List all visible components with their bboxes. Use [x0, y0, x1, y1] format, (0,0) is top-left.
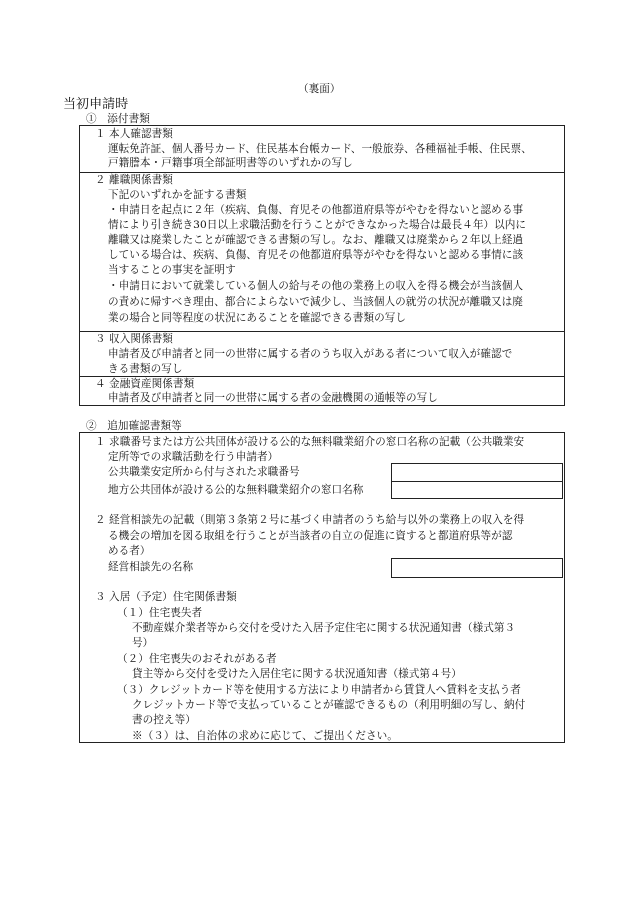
- s1-item2-line: 下記のいずれかを証する書類: [108, 189, 247, 201]
- s1-item2-line: 離職又は廃業したことが確認できる書類の写し。なお、離職又は廃業から２年以上経過: [108, 234, 524, 246]
- s2-item1-line: 定所等での求職活動を行う申請者）: [108, 451, 279, 463]
- s1-item4-label: ４ 金融資産関係書類: [95, 378, 195, 390]
- s2-item2-line: ２ 経営相談先の記載（則第３条第２号に基づく申請者のうち給与以外の業務上の収入を得: [95, 514, 525, 526]
- s1-item1-line: 運転免許証、個人番号カード、住民基本台帳カード、一般旅券、各種福祉手帳、住民票、: [108, 143, 532, 155]
- s1-item2-line: ・申請日を起点に２年（疾病、負傷、育児その他都道府県等がやむを得ないと認める事: [108, 204, 524, 216]
- business-consultation-label: 経営相談先の名称: [108, 561, 194, 573]
- employment-office-name-label: 地方公共団体が設ける公的な無料職業紹介の窓口名称: [108, 484, 364, 496]
- s1-item3-line: きる書類の写し: [108, 363, 183, 375]
- s2-item3-sub1-line: 不動産媒介業者等から交付を受けた入居予定住宅に関する状況通知書（様式第３: [132, 622, 516, 634]
- s2-item2-line: る機会の増加を図る取組を行うことが当該者の自立の促進に資すると都道府県等が認: [108, 530, 513, 542]
- section1-heading: ① 添付書類: [86, 113, 150, 125]
- s2-item3-note: ※（３）は、自治体の求めに応じて、ご提出ください。: [132, 730, 398, 742]
- s2-item3-sub3-line: クレジットカード等で支払っていることが確認できるもの（利用明細の写し、納付: [132, 699, 526, 711]
- s2-item3-sub1-label: （１）住宅喪失者: [117, 607, 203, 619]
- s2-item3-label: ３ 入居（予定）住宅関係書類: [95, 591, 237, 603]
- s1-item2-line: している場合は、疾病、負傷、育児その他都道府県等がやむを得ないと認める事情に該: [108, 249, 524, 261]
- s1-item3-label: ３ 収入関係書類: [95, 333, 173, 345]
- s1-item2-line: 情により引き続き30日以上求職活動を行うことができなかった場合は最長４年）以内に: [108, 219, 527, 231]
- row-divider: [80, 331, 564, 332]
- row-divider: [80, 376, 564, 377]
- business-consultation-field[interactable]: [391, 558, 563, 578]
- s1-item2-line: ・申請日において就業している個人の給与その他の業務上の収入を得る機会が当該個人: [108, 280, 524, 292]
- s2-item2-line: める者）: [108, 545, 151, 557]
- s1-item3-line: 申請者及び申請者と同一の世帯に属する者のうち収入がある者について収入が確認で: [108, 348, 513, 360]
- job-seeker-number-field[interactable]: [391, 463, 563, 482]
- s2-item3-sub3-label: （３）クレジットカード等を使用する方法により申請者から賃貸人へ賃料を支払う者: [117, 684, 521, 696]
- s1-item1-label: １ 本人確認書類: [95, 128, 173, 140]
- s1-item2-label: ２ 離職関係書類: [95, 174, 173, 186]
- s2-item3-sub3-line: 書の控え等）: [132, 714, 196, 726]
- s1-item4-line: 申請者及び申請者と同一の世帯に属する者の金融機関の通帳等の写し: [108, 392, 438, 404]
- employment-office-name-field[interactable]: [391, 481, 563, 499]
- page-title: 当初申請時: [63, 97, 129, 112]
- s2-item1-line: １ 求職番号または方公共団体が設ける公的な無料職業紹介の窓口名称の記載（公共職業安: [95, 436, 525, 448]
- job-seeker-number-label: 公共職業安定所から付与された求職番号: [108, 466, 300, 478]
- s2-item3-sub2-line: 貸主等から交付を受けた入居住宅に関する状況通知書（様式第４号）: [132, 668, 462, 680]
- s2-item3-sub2-label: （２）住宅喪失のおそれがある者: [117, 653, 277, 665]
- s1-item2-line: 当することの事実を証明す: [108, 264, 236, 276]
- s2-item3-sub1-line: 号）: [132, 637, 154, 649]
- s1-item2-line: 業の場合と同等程度の状況にあることを確認できる書類の写し: [108, 312, 407, 324]
- s1-item1-line: 戸籍謄本・戸籍事項全部証明書等のいずれかの写し: [108, 157, 353, 169]
- page-side-label: （裏面）: [298, 83, 341, 95]
- row-divider: [80, 172, 564, 173]
- section2-heading: ② 追加確認書類等: [86, 420, 182, 432]
- s1-item2-line: の責めに帰すべき理由、都合によらないで減少し、当該個人の就労の状況が離職又は廃: [108, 296, 523, 308]
